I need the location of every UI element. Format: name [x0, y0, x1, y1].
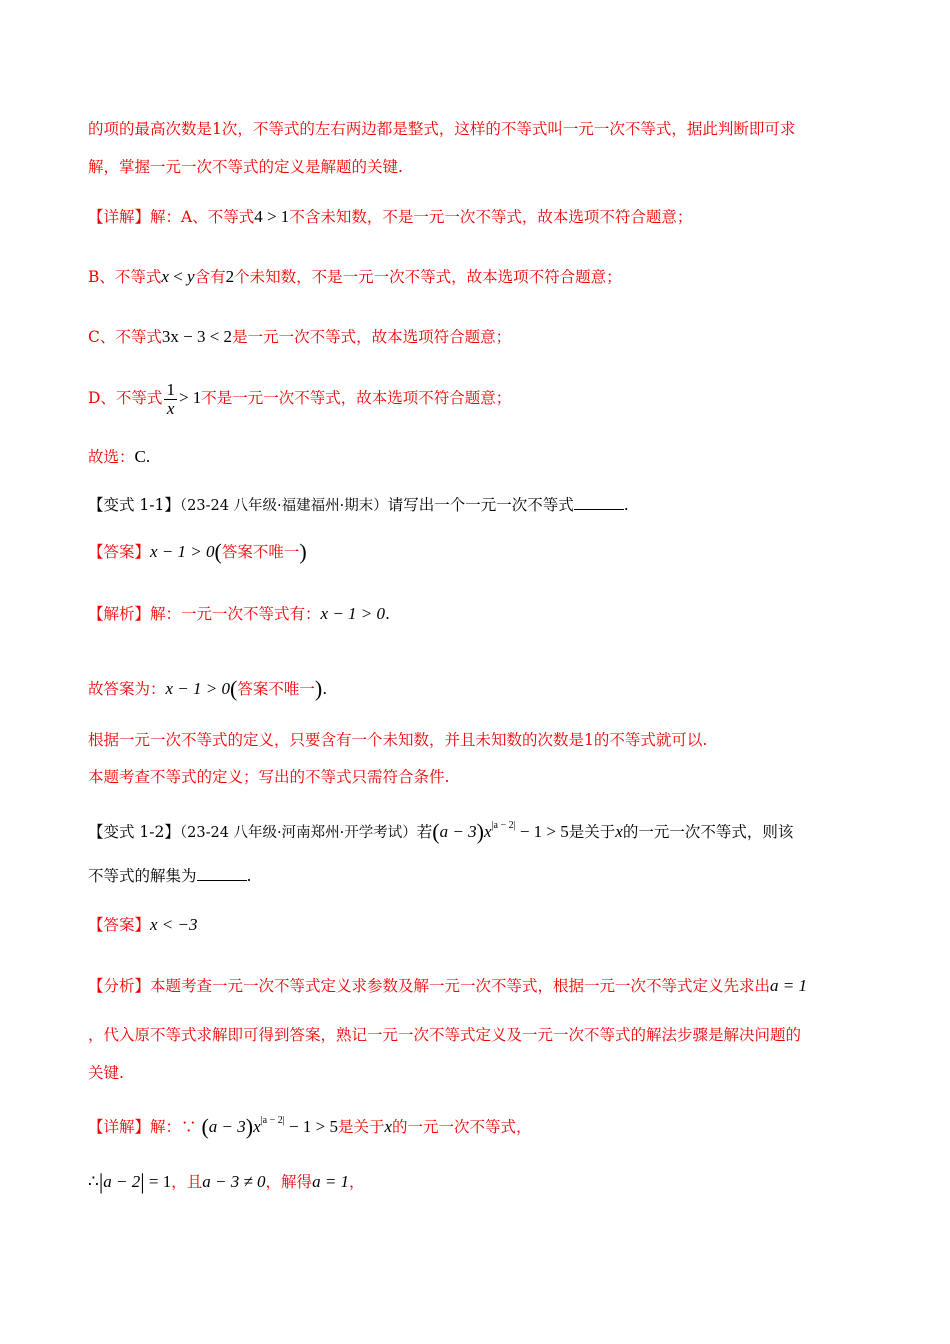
intro-line-1: 的项的最高次数是1次，不等式的左右两边都是整式，这样的不等式叫一元一次不等式，据此判断即可求 — [88, 120, 796, 138]
detail-tag: 【详解】 — [88, 1118, 151, 1136]
option-d-rest: > 1 — [178, 388, 202, 407]
variant-tail: − 1 > 5 — [515, 822, 569, 841]
answer-note: 答案不唯一 — [221, 543, 300, 561]
variant-mid: 是关于 — [568, 823, 616, 841]
detail-1-2: 【详解】解：∵ $(a - 3)x^{|a - 2|} - 1 > 5$是关于x的一元一次不等式， — [88, 1114, 532, 1139]
variant-question: 请写出一个一元一次不等式 — [387, 496, 574, 514]
conclusion-expr: x − 1 > 0 — [165, 679, 231, 698]
fraction-numerator: 1 — [166, 379, 175, 399]
analysis-1-1 — [88, 603, 390, 625]
conclusion-end: . — [322, 680, 328, 698]
fraction-denominator: x — [166, 398, 175, 418]
detail-mid: 是关于 — [337, 1118, 385, 1136]
analysis-tag: 【分析】 — [88, 977, 151, 995]
analysis-tag: 【解析】 — [88, 605, 151, 623]
analysis-1-2-line-3: 关键. — [88, 1064, 124, 1082]
analysis-text: 解：一元一次不等式有： — [150, 605, 321, 623]
option-b-num: 2 — [225, 267, 235, 286]
detail-option-a — [88, 206, 692, 228]
variant-end: . — [623, 496, 629, 514]
exponent: a − 2 — [493, 820, 514, 831]
intro-line-2: 解，掌握一元一次不等式的定义是解题的关键. — [88, 158, 403, 176]
choose-line — [88, 446, 150, 468]
variant-1-1-question — [88, 494, 629, 517]
final-end: ， — [349, 1173, 365, 1191]
option-b-op: < — [168, 267, 188, 286]
answer-1-2 — [88, 914, 198, 936]
choose-label: 故选： — [88, 448, 135, 466]
variant-base: a − 3 — [439, 822, 477, 841]
option-c-prefix: C、不等式 — [88, 328, 162, 346]
variant-source: （23-24 八年级·河南郑州·开学考试） — [179, 825, 417, 841]
option-d-prefix: D、不等式 — [88, 389, 163, 407]
variant-source: （23-24 八年级·福建福州·期末） — [179, 498, 388, 514]
variant-after: 的一元一次不等式，则该 — [622, 823, 794, 841]
final-res: a = 1 — [312, 1172, 350, 1191]
conclusion-text: 故答案为： — [88, 680, 166, 698]
analysis-1-2-line-1 — [88, 975, 807, 997]
detail-text: 解：∵ — [150, 1118, 197, 1136]
explain-line-2: 本题考查不等式的定义；写出的不等式只需符合条件. — [88, 768, 450, 786]
final-cond: a − 3 ≠ 0 — [202, 1172, 266, 1191]
option-b-suffix: 个未知数，不是一元一次不等式，故本选项不符合题意； — [234, 268, 622, 286]
detail-a-expr: 4 > 1 — [254, 207, 290, 226]
variant-1-2-question: 【变式 1-2】（23-24 八年级·河南郑州·开学考试）若$(a - 3)x^{|a - 2|} - 1 > 5$是关于x的一元一次不等式，则该 — [88, 819, 794, 844]
answer-tag: 【答案】 — [88, 543, 151, 561]
variant-1-2-line-2 — [88, 865, 251, 887]
answer-expr: x < −3 — [150, 915, 198, 934]
variant-var: x — [615, 822, 623, 841]
detail-a-suffix: 不含未知数，不是一元一次不等式，故本选项不符合题意； — [289, 208, 693, 226]
detail-option-b — [88, 266, 622, 288]
variant-tag: 【变式 1-1】 — [88, 496, 180, 514]
analysis-expr: x − 1 > 0 — [320, 604, 386, 623]
detail-tag: 【详解】 — [88, 208, 151, 226]
answer-blank — [197, 866, 247, 881]
detail-option-c — [88, 326, 511, 348]
analysis-end: . — [385, 605, 390, 623]
variant-line2: 不等式的解集为 — [88, 867, 197, 885]
variant-lead: 若 — [416, 823, 433, 841]
final-abs: a − 2 — [103, 1172, 141, 1191]
answer-1-1: 【答案】x − 1 > 0(答案不唯一) — [88, 539, 307, 564]
answer-tag: 【答案】 — [88, 916, 151, 934]
final-eq: = 1 — [144, 1172, 172, 1191]
exponent: a − 2 — [262, 1115, 283, 1126]
detail-option-d — [88, 378, 511, 418]
option-b-y: y — [187, 267, 195, 286]
explain-line-1: 根据一元一次不等式的定义，只要含有一个未知数，并且未知数的次数是1的不等式就可以. — [88, 731, 708, 749]
therefore-symbol: ∴ — [88, 1172, 99, 1191]
detail-var: x — [384, 1117, 393, 1136]
analysis-1-2-line-2: ，代入原不等式求解即可得到答案，熟记一元一次不等式定义及一元一次不等式的解法步骤是解决问题的 — [88, 1026, 802, 1044]
choose-answer: C. — [134, 447, 151, 466]
option-d-suffix: 不是一元一次不等式，故本选项不符合题意； — [201, 389, 512, 407]
option-b-prefix: B、不等式 — [88, 268, 162, 286]
answer-blank — [574, 495, 624, 510]
final-solve: ，解得 — [265, 1173, 313, 1191]
analysis-line1: 本题考查一元一次不等式定义求参数及解一元一次不等式，根据一元一次不等式定义先求出 — [150, 977, 771, 995]
variant-end: . — [246, 867, 252, 885]
final-and: ，且 — [171, 1173, 203, 1191]
option-b-mid: 含有 — [194, 268, 226, 286]
option-b-x: x — [161, 267, 169, 286]
option-c-expr: 3x − 3 < 2 — [161, 327, 233, 346]
option-c-suffix: 是一元一次不等式，故本选项符合题意； — [232, 328, 512, 346]
conclusion-note: 答案不唯一 — [237, 680, 315, 698]
conclusion-1-1: 故答案为：x − 1 > 0(答案不唯一). — [88, 676, 328, 701]
final-1-2: ∴|a − 2| = 1，且a − 3 ≠ 0，解得a = 1， — [88, 1169, 365, 1194]
detail-after: 的一元一次不等式， — [392, 1118, 532, 1136]
detail-tail: − 1 > 5 — [284, 1117, 338, 1136]
variant-tag: 【变式 1-2】 — [88, 823, 180, 841]
detail-a-prefix: 解：A、不等式 — [150, 208, 255, 226]
option-d-fraction — [164, 381, 177, 418]
answer-expr: x − 1 > 0 — [150, 542, 215, 561]
analysis-expr: a = 1 — [770, 976, 808, 995]
detail-base: a − 3 — [208, 1117, 246, 1136]
